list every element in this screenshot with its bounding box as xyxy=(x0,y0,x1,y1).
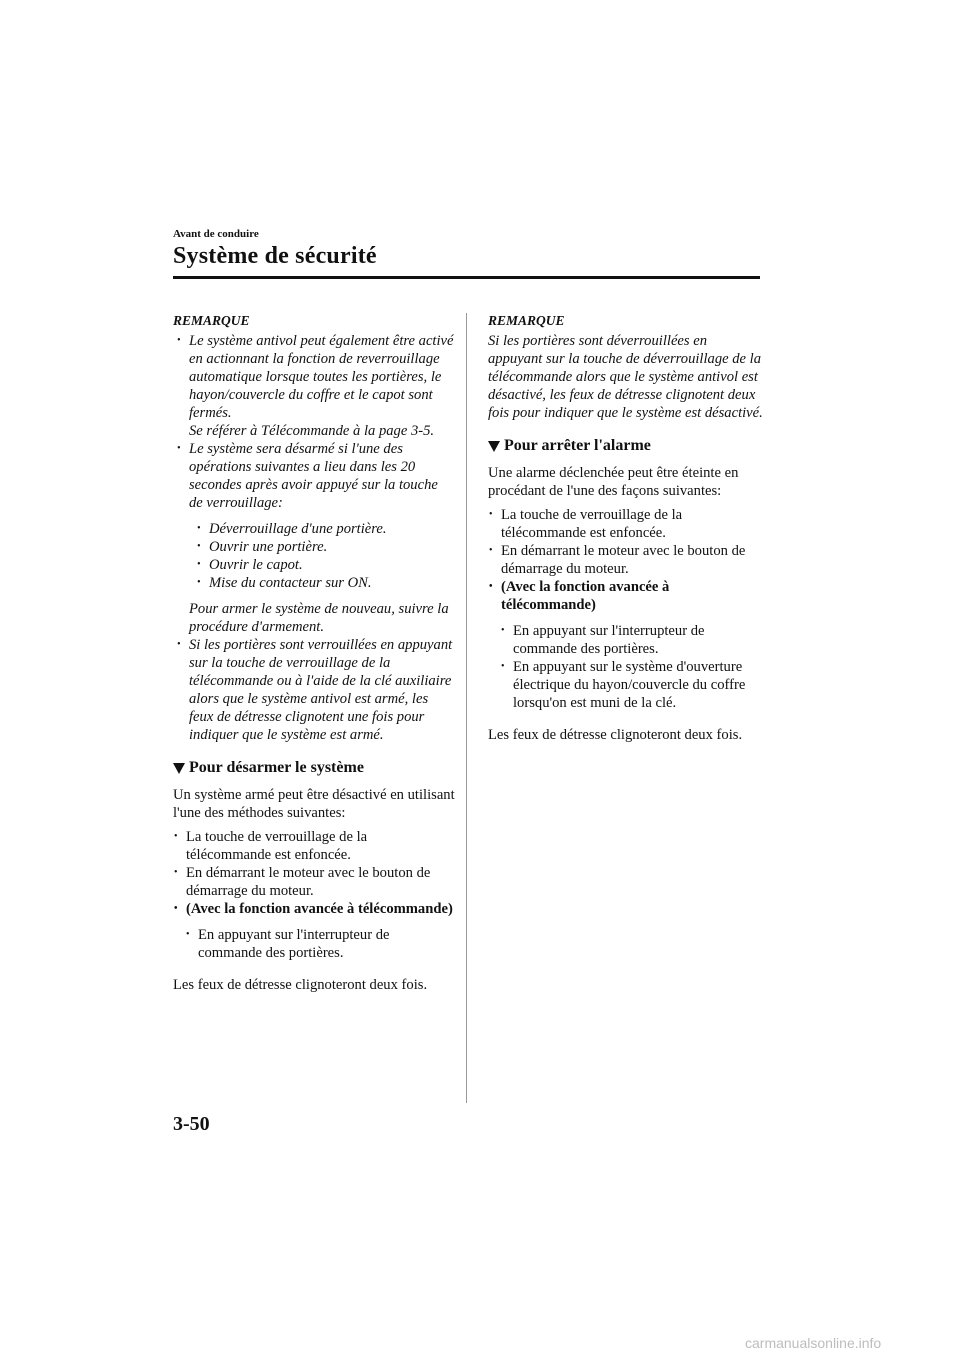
note-item xyxy=(173,636,455,744)
bullet-icon: • xyxy=(501,661,505,672)
bullet-icon: • xyxy=(177,639,181,650)
sub-method-item: • En appuyant sur le système d'ouverture électrique du hayon/couvercle du coffre lorsqu'on est muni de la clé. xyxy=(501,659,746,711)
method-item: • En démarrant le moteur avec le bouton de démarrage du moteur. xyxy=(174,865,431,899)
note-heading: REMARQUE xyxy=(488,313,565,328)
sub-method-item: • En appuyant sur l'interrupteur de commande des portières. xyxy=(186,927,390,961)
section-triangle-icon xyxy=(173,763,185,774)
bullet-icon: • xyxy=(489,509,493,520)
bullet-icon: • xyxy=(174,867,178,878)
bullet-icon: • xyxy=(197,577,201,588)
bullet-icon: • xyxy=(174,903,178,914)
note-subitem: • Déverrouillage d'une portière. xyxy=(197,521,387,537)
method-item: • En démarrant le moteur avec le bouton de démarrage du moteur. xyxy=(489,543,746,577)
section-intro: Une alarme déclenchée peut être éteinte en procédant de l'une des façons suivantes: xyxy=(488,465,739,499)
bullet-icon: • xyxy=(186,929,190,940)
note-item-reference: Se référer à Télécommande à la page 3-5. xyxy=(189,423,435,439)
note-heading: REMARQUE xyxy=(173,313,250,328)
chapter-label: Avant de conduire xyxy=(173,228,259,240)
bullet-icon: • xyxy=(489,581,493,592)
note-item xyxy=(173,440,455,512)
closing-text: Les feux de détresse clignoteront deux fois. xyxy=(173,977,428,993)
bullet-icon: • xyxy=(197,559,201,570)
note-item-text: Le système sera désarmé si l'une des opérations suivantes a lieu dans les 20 secondes après avoir appuyé sur la touche de verrouillage: xyxy=(189,441,438,511)
note-item-followup: Pour armer le système de nouveau, suivre la procédure d'armement. xyxy=(189,601,449,635)
left-column xyxy=(173,312,455,994)
header-rule xyxy=(173,276,760,279)
sub-method-item: • En appuyant sur l'interrupteur de commande des portières. xyxy=(501,623,705,657)
bullet-icon: • xyxy=(177,335,181,346)
note-item xyxy=(173,332,455,440)
method-item: • (Avec la fonction avancée à télécommande) xyxy=(174,901,453,917)
note-subitem: • Mise du contacteur sur ON. xyxy=(197,575,372,591)
bullet-icon: • xyxy=(174,831,178,842)
bullet-icon: • xyxy=(489,545,493,556)
note-text: Si les portières sont déverrouillées en appuyant sur la touche de déverrouillage de la télécommande alors que le système antivol est désactivé, les feux de détresse clignotent deux fois pour indiquer que le système est désactivé. xyxy=(488,333,763,421)
bullet-icon: • xyxy=(501,625,505,636)
page-title: Système de sécurité xyxy=(173,243,377,269)
section-triangle-icon xyxy=(488,441,500,452)
page-number: 3-50 xyxy=(173,1113,210,1135)
method-item: • (Avec la fonction avancée à télécommande) xyxy=(489,579,670,613)
note-subitem: • Ouvrir une portière. xyxy=(197,539,328,555)
section-heading: Pour arrêter l'alarme xyxy=(488,436,763,456)
bullet-icon: • xyxy=(197,523,201,534)
right-column xyxy=(488,312,763,744)
method-item: • La touche de verrouillage de la télécommande est enfoncée. xyxy=(489,507,683,541)
note-item-text: Si les portières sont verrouillées en appuyant sur la touche de verrouillage de la télécommande ou à l'aide de la clé auxiliaire alors que le système antivol est armé, les feux de détresse clignotent une fois pour indiquer que le système est armé. xyxy=(189,637,453,743)
section-intro: Un système armé peut être désactivé en utilisant l'une des méthodes suivantes: xyxy=(173,787,455,821)
bullet-icon: • xyxy=(177,443,181,454)
section-heading: Pour désarmer le système xyxy=(173,758,455,778)
note-item-text: Le système antivol peut également être activé en actionnant la fonction de reverrouillage automatique lorsque toutes les portières, le hayon/couvercle du coffre et le capot sont fermés. xyxy=(189,333,454,421)
note-subitem: • Ouvrir le capot. xyxy=(197,557,303,573)
column-divider xyxy=(466,313,467,1103)
bullet-icon: • xyxy=(197,541,201,552)
method-item: • La touche de verrouillage de la télécommande est enfoncée. xyxy=(174,829,368,863)
watermark: carmanualsonline.info xyxy=(745,1335,882,1351)
closing-text: Les feux de détresse clignoteront deux fois. xyxy=(488,727,743,743)
